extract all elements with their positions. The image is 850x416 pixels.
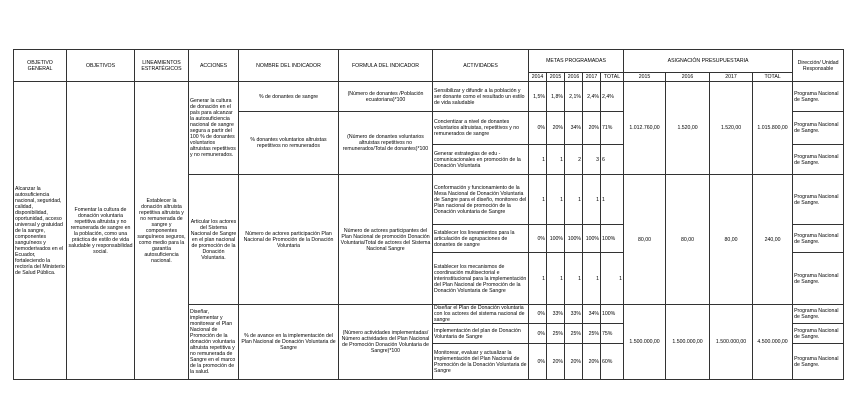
meta-cell: 1,5%: [529, 82, 547, 112]
meta-total-cell: 75%: [601, 324, 624, 344]
metas-year: 2014: [529, 73, 547, 82]
asig-cell: 1.012.760,00: [624, 82, 666, 175]
meta-cell: 25%: [583, 324, 601, 344]
asig-cell: 1.500.000,00: [666, 305, 710, 380]
responsable-cell: Programa Nacional de Sangre.: [793, 225, 844, 253]
meta-cell: 1: [547, 145, 565, 175]
accion-cell: Diseñar, implementar y monitorear el Plan Nacional de Promoción de la donación voluntaria altruista repetitiva y no remunerada de Sangre en el marco de la promoción de la salud.: [189, 305, 239, 380]
asig-cell: 80,00: [710, 175, 753, 305]
responsable-cell: Programa Nacional de Sangre.: [793, 175, 844, 225]
metas-year: TOTAL: [601, 73, 624, 82]
header-metas: METAS PROGRAMADAS: [529, 50, 624, 73]
header-formula-indicador: FORMULA DEL INDICADOR: [339, 50, 433, 82]
meta-cell: 100%: [547, 225, 565, 253]
indicador-cell: % de donantes de sangre: [239, 82, 339, 112]
meta-cell: 20%: [583, 112, 601, 145]
meta-cell: 0%: [529, 112, 547, 145]
header-actividades: ACTIVIDADES: [433, 50, 529, 82]
asig-year: TOTAL: [753, 73, 793, 82]
meta-cell: 3: [583, 145, 601, 175]
meta-total-cell: 1: [601, 175, 624, 225]
objetivo-cell: Fomentar la cultura de donación voluntaria repetitiva altruista y no remunerada de sangre en la población, como una práctica de estilo de vida saludable y responsabilidad social.: [67, 82, 135, 380]
plan-table-container: [13, 49, 843, 380]
responsable-cell: Programa Nacional de Sangre.: [793, 145, 844, 175]
responsable-cell: Programa Nacional de Sangre.: [793, 344, 844, 380]
meta-cell: 20%: [583, 344, 601, 380]
actividad-cell: Conformación y funcionamiento de la Mesa Nacional de Donación Voluntaria de Sangre para el diseño, monitoreo del Plan nacional de promoción de la Donación voluntaria de Sangre: [433, 175, 529, 225]
meta-total-cell: 60%: [601, 344, 624, 380]
metas-year: 2017: [583, 73, 601, 82]
asig-cell: 1.520,00: [710, 82, 753, 175]
meta-cell: 1: [547, 253, 565, 305]
actividad-cell: Establecer los mecanismos de coordinación multisectorial e interinstitucional para la implementación del Plan Nacional de Promoción de la Donación Voluntaria de Sangre: [433, 253, 529, 305]
asig-cell: 1.500.000,00: [624, 305, 666, 380]
formula-cell: (Número de donantes /Población ecuatoriana)*100: [339, 82, 433, 112]
header-direccion: Dirección/ Unidad Responsable: [793, 50, 844, 82]
formula-cell: Número de actores participantes del Plan Nacional de promoción Donación Voluntaria/Total de actores del Sistema Nacional Sangre: [339, 175, 433, 305]
meta-cell: 0%: [529, 324, 547, 344]
meta-cell: 1: [529, 145, 547, 175]
meta-cell: 0%: [529, 225, 547, 253]
meta-cell: 1: [529, 253, 547, 305]
meta-cell: 34%: [583, 305, 601, 324]
formula-cell: (Número de donantes voluntarios altruistas repetitivos no remunerados/Total de donantes)*100: [339, 112, 433, 175]
meta-total-cell: 2,4%: [601, 82, 624, 112]
actividad-cell: Establecer los lineamientos para la articulación de agrupaciones de donantes de sangre: [433, 225, 529, 253]
meta-cell: 25%: [565, 324, 583, 344]
responsable-cell: Programa Nacional de Sangre.: [793, 253, 844, 305]
formula-cell: (Número actividades implementadas/ Número actividades del Plan Nacional de Promoción Donación Voluntaria de Sangre)*100: [339, 305, 433, 380]
meta-total-cell: 6: [601, 145, 624, 175]
meta-cell: 1: [565, 253, 583, 305]
meta-cell: 0%: [529, 305, 547, 324]
responsable-cell: Programa Nacional de Sangre.: [793, 112, 844, 145]
asig-total-cell: 1.015.800,00: [753, 82, 793, 175]
meta-cell: 1,8%: [547, 82, 565, 112]
meta-cell: 1: [565, 175, 583, 225]
meta-cell: 20%: [547, 112, 565, 145]
header-row: [14, 50, 844, 73]
header-acciones: ACCIONES: [189, 50, 239, 82]
responsable-cell: Programa Nacional de Sangre.: [793, 305, 844, 324]
header-nombre-indicador: NOMBRE DEL INDICADOR: [239, 50, 339, 82]
metas-year: 2015: [547, 73, 565, 82]
asig-year: 2016: [666, 73, 710, 82]
meta-cell: 1: [547, 175, 565, 225]
accion-cell: Articular los actores del Sistema Nacional de Sangre en el plan nacional de promoción de la Donación Voluntaria.: [189, 175, 239, 305]
header-lineamientos: LINEAMIENTOS ESTRATÉGICOS: [135, 50, 189, 82]
meta-total-cell: 71%: [601, 112, 624, 145]
metas-year: 2016: [565, 73, 583, 82]
header-asignacion: ASIGNACIÓN PRESUPUESTARIA: [624, 50, 793, 73]
meta-cell: 20%: [547, 344, 565, 380]
meta-cell: 1: [583, 175, 601, 225]
responsable-cell: Programa Nacional de Sangre.: [793, 82, 844, 112]
indicador-cell: Número de actores participación Plan Nacional de Promoción de la Donación Voluntaria: [239, 175, 339, 305]
lineamiento-cell: Establecer la donación altruista repetitiva altruista y no remunerada de sangre y componentes sanguíneos seguros, como medio para la garantía autosuficiencia nacional.: [135, 82, 189, 380]
actividad-cell: Generar estrategias de edu - comunicacionales en promoción de la Donación Voluntaria: [433, 145, 529, 175]
actividad-cell: Monitorear, evaluar y actualizar la implementación del Plan Nacional de Promoción de la Donación Voluntaria de Sangre: [433, 344, 529, 380]
indicador-cell: % donantes voluntarios altruistas repetitivos no remunerados: [239, 112, 339, 175]
meta-cell: 34%: [565, 112, 583, 145]
actividad-cell: Concientizar a nivel de donantes voluntarios altruistas, repetitivos y no remunerados de sangre: [433, 112, 529, 145]
actividad-cell: Sensibilizar y difundir a la población y ser donante como el resultado un estilo de vida saludable: [433, 82, 529, 112]
actividad-cell: Implementación del plan de Donación Voluntaria de Sangre: [433, 324, 529, 344]
meta-cell: 1: [583, 253, 601, 305]
meta-cell: 1: [529, 175, 547, 225]
meta-total-cell: 100%: [601, 225, 624, 253]
asig-year: 2015: [624, 73, 666, 82]
table-row: [14, 82, 844, 112]
meta-cell: 2,1%: [565, 82, 583, 112]
plan-table: [13, 49, 844, 380]
asig-cell: 80,00: [666, 175, 710, 305]
meta-cell: 20%: [565, 344, 583, 380]
meta-cell: 0%: [529, 344, 547, 380]
indicador-cell: % de avance en la implementación del Plan Nacional de Donación Voluntaria de Sangre: [239, 305, 339, 380]
meta-cell: 2,4%: [583, 82, 601, 112]
asig-cell: 1.520,00: [666, 82, 710, 175]
meta-cell: 33%: [547, 305, 565, 324]
header-objetivos: OBJETIVOS: [67, 50, 135, 82]
meta-total-cell: 100%: [601, 305, 624, 324]
meta-cell: 100%: [565, 225, 583, 253]
responsable-cell: Programa Nacional de Sangre.: [793, 324, 844, 344]
actividad-cell: Diseñar el Plan de Donación voluntaria con los actores del sistema nacional de sangre: [433, 305, 529, 324]
header-objetivo-general: OBJETIVO GENERAL: [14, 50, 67, 82]
asig-total-cell: 4.500.000,00: [753, 305, 793, 380]
accion-cell: Generar la cultura de donación en el país para alcanzar la autosuficiencia nacional de sangre segura a partir del 100 % de donantes voluntarios altruistas repetitivos y no remunerados.: [189, 82, 239, 175]
meta-cell: 2: [565, 145, 583, 175]
asig-year: 2017: [710, 73, 753, 82]
meta-cell: 25%: [547, 324, 565, 344]
meta-cell: 100%: [583, 225, 601, 253]
asig-cell: 80,00: [624, 175, 666, 305]
meta-total-cell: 1: [601, 253, 624, 305]
asig-cell: 1.500.000,00: [710, 305, 753, 380]
objetivo-general-cell: Alcanzar la autosuficiencia nacional, seguridad, calidad, disponibilidad, oportunidad, acceso universal y gratuidad de la sangre, componentes sanguíneos y hemoderivados en el Ecuador, fortaleciendo la rectoría del Ministerio de Salud Pública.: [14, 82, 67, 380]
meta-cell: 33%: [565, 305, 583, 324]
asig-total-cell: 240,00: [753, 175, 793, 305]
